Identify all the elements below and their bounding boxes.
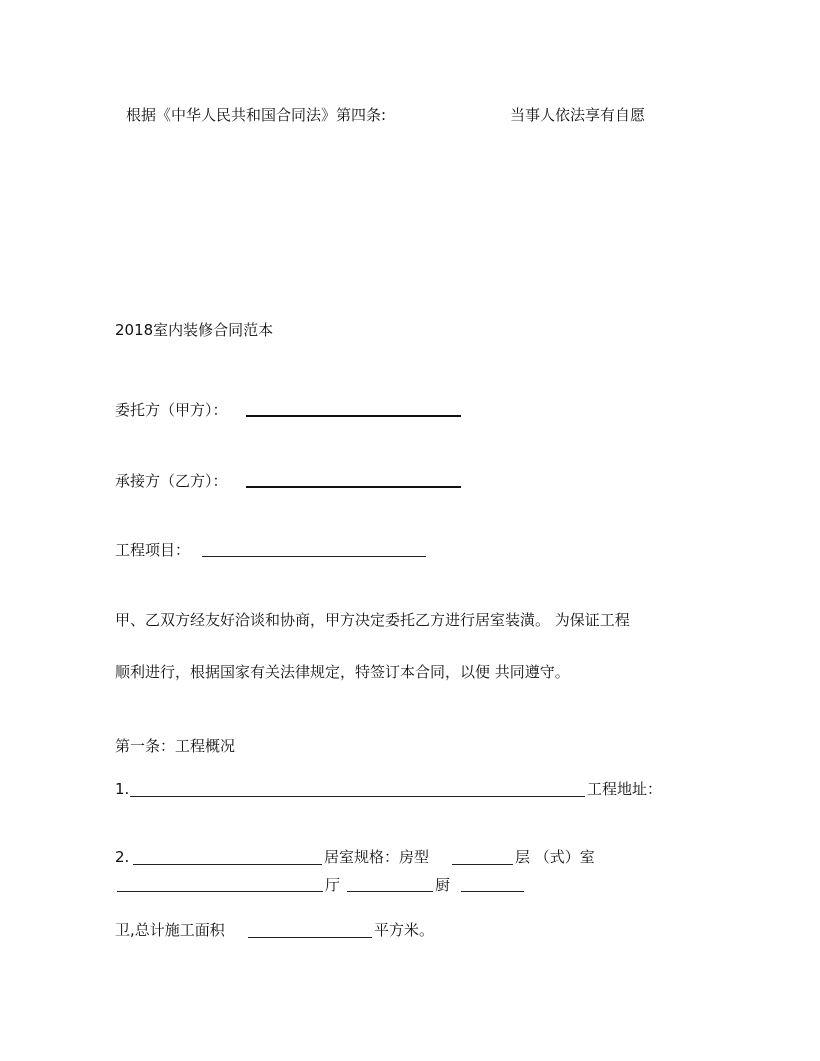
address-label: 工程地址： [587,780,663,798]
room-count-blank[interactable] [117,891,323,892]
party-b-label: 承接方（乙方）： [115,472,228,490]
kitchen-blank[interactable] [461,891,524,892]
project-blank[interactable] [202,556,426,557]
party-b-blank[interactable] [246,486,461,488]
floor-room-label: 层 （式）室 [515,848,595,866]
item-2-blank[interactable] [133,864,322,865]
item-1-number: 1. [115,780,130,798]
party-a-label: 委托方（甲方）： [115,401,228,419]
hall-label: 厅 [325,876,341,894]
item-2-number: 2. [115,848,130,866]
area-blank[interactable] [248,937,372,938]
article-1-heading: 第一条：工程概况 [115,737,236,755]
law-reference-continued: 当事人依法享有自愿 [510,106,646,124]
law-reference: 根据《中华人民共和国合同法》第四条: [126,106,387,124]
room-spec-label: 居室规格：房型 [324,848,430,866]
bath-area-label: 卫,总计施工面积 [115,921,225,939]
hall-blank[interactable] [347,891,433,892]
party-a-blank[interactable] [246,415,461,417]
intro-line-2: 顺利进行，根据国家有关法律规定，特签订本合同，以便 共同遵守。 [115,663,570,681]
address-blank[interactable] [130,796,585,797]
intro-line-1: 甲、乙双方经友好洽谈和协商，甲方决定委托乙方进行居室装潢。 为保证工程 [115,611,630,629]
floor-blank[interactable] [452,864,513,865]
project-label: 工程项目： [115,541,191,559]
document-title: 2018室内装修合同范本 [115,321,274,339]
area-unit: 平方米。 [374,921,435,939]
kitchen-label: 厨 [435,876,451,894]
